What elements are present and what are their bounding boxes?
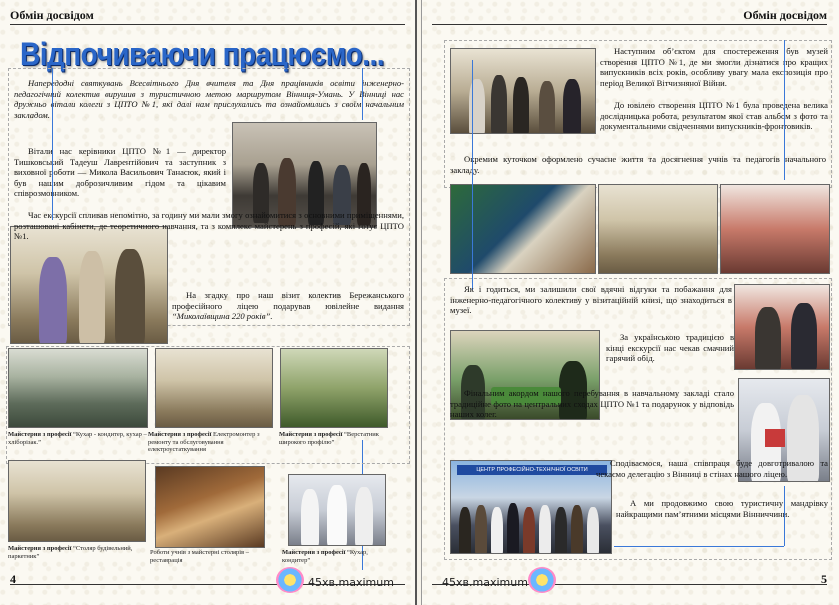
caption-4: Майстерня з професії “Столяр будівельний, паркетник” — [8, 545, 133, 560]
intro-paragraph: Напередодні святкувань Всесвітнього Дня вчителя та Дня працівників освіти інженерно-педагогічний колектив вирушив з туристичною метою маршрутом Вінниця-Умань. У Вінниці нас дружньо вітали колеги з ЦПТО №1, які далі нам прислухались та ознайомились з своїм начальним закладом. — [14, 78, 404, 120]
magazine-brand: 45хв.maximum — [442, 576, 528, 589]
paragraph-3: На згадку про наш візит колектив Бережанського професійного ліцею подарував ювілейне видання “Миколаївщина 220 років”. — [172, 290, 404, 322]
left-page — [0, 0, 417, 605]
magazine-brand: 45хв.maximum — [308, 576, 394, 589]
paragraph-8: А ми продовжимо свою туристичну мандрівку найкращими пам’ятними місцями Вінниччини. — [616, 498, 828, 519]
connector-line — [362, 68, 363, 120]
caption-6: Майстерня з професії “Кухар, кондитер” — [282, 549, 368, 564]
paragraph-1: Наступним об’єктом для спостереження був музей створення ЦПТО №1, де ми змогли дізнатися про кращих випускників всіх років, особливу увагу мала експозиція про період Великої Вітчизняної Війни. — [600, 46, 828, 88]
page-number: 5 — [821, 572, 827, 586]
connector-line — [784, 40, 785, 180]
building-sign: ЦЕНТР ПРОФЕСІЙНО-ТЕХНІЧНОЇ ОСВІТИ — [457, 465, 607, 475]
caption-1: Майстерня з професії “Кухар - кондитер, кухар – хліборізак.” — [8, 431, 147, 446]
paragraph-2: Час екскурсії спливав непомітно, за годину ми мали змогу ознайомитися з основними приміщеннями, розташовані кабінети, де теоретичного навчання, та з комплекс майстерень з професій, які готує ЦПТО №1. — [14, 210, 404, 242]
photo-signing — [734, 284, 830, 370]
magazine-logo-icon — [276, 567, 304, 593]
photo-workshop-carpentry — [8, 460, 146, 542]
paragraph-5: За українською традицією в кінці екскурсії нас чекав смачний гарячий обід. — [606, 332, 734, 364]
book-title: “Миколаївщина 220 років”. — [172, 311, 273, 322]
header-rule — [10, 24, 405, 25]
photo-workshop-cooks — [8, 348, 148, 428]
photo-student-works — [155, 466, 265, 548]
photo-directors — [10, 226, 168, 344]
article-title: Відпочиваючи працюємо... — [20, 36, 385, 72]
header-rule — [432, 24, 827, 25]
connector-line — [784, 486, 785, 546]
paragraph-3: Окремим куточком оформлено сучасне життя та досягнення учнів та педагогів начального закладу. — [450, 154, 826, 175]
photo-group-building — [450, 460, 612, 554]
paragraph-7: Сподіваємося, наша співпраця буде довготривалою та чекаємо делегацію з Вінниці в стінах нашого ліцею. — [596, 458, 828, 479]
paragraph-4: Як і годиться, ми залишили свої вдячні відгуки та побажання для інженерно-педагогічного колективу у візитаційній книзі, що знаходиться в музеї. — [450, 284, 732, 316]
connector-line — [472, 60, 473, 290]
right-page — [421, 0, 839, 605]
section-header: Обмін досвідом — [10, 8, 94, 22]
photo-visitors-book — [598, 184, 718, 274]
connector-line — [614, 546, 784, 547]
photo-workshop-electric — [155, 348, 273, 428]
connector-line — [52, 68, 53, 220]
caption-3: Майстерня з професії “Верстатник широкого профілю” — [279, 431, 379, 446]
magazine-logo-icon — [528, 567, 556, 593]
photo-workshop-chefs — [288, 474, 386, 546]
paragraph-1: Вітали нас керівники ЦПТО №1 — директор Тишковський Тадеуш Лаврентійович та заступник з виховної роботи — Микола Васильович Танасюк, який і був нашим доброзичливим гідом та цікавим співрозмовником. — [14, 146, 226, 199]
paragraph-6: Фінальним акордом нашого перебування в навчальному закладі стало традиційне фото на центральних сходах ЦПТО №1 та подарунок у відповідь наших колег. — [450, 388, 734, 420]
section-header: Обмін досвідом — [743, 8, 827, 22]
photo-workshop-lathe — [280, 348, 388, 428]
paragraph-2: До ювілею створення ЦПТО №1 була проведена велика дослідницька робота, результатом якої став альбом з фото та документальними свідченнями випускників-фронтовиків. — [600, 100, 828, 132]
page-number: 4 — [10, 572, 16, 586]
caption-2: Майстерня з професії Електромонтер з ремонту та обслуговування електроустаткування — [148, 431, 260, 453]
caption-5: Роботи учнів з майстерні столярів – реставрація — [150, 549, 250, 564]
photo-exhibition — [720, 184, 830, 274]
